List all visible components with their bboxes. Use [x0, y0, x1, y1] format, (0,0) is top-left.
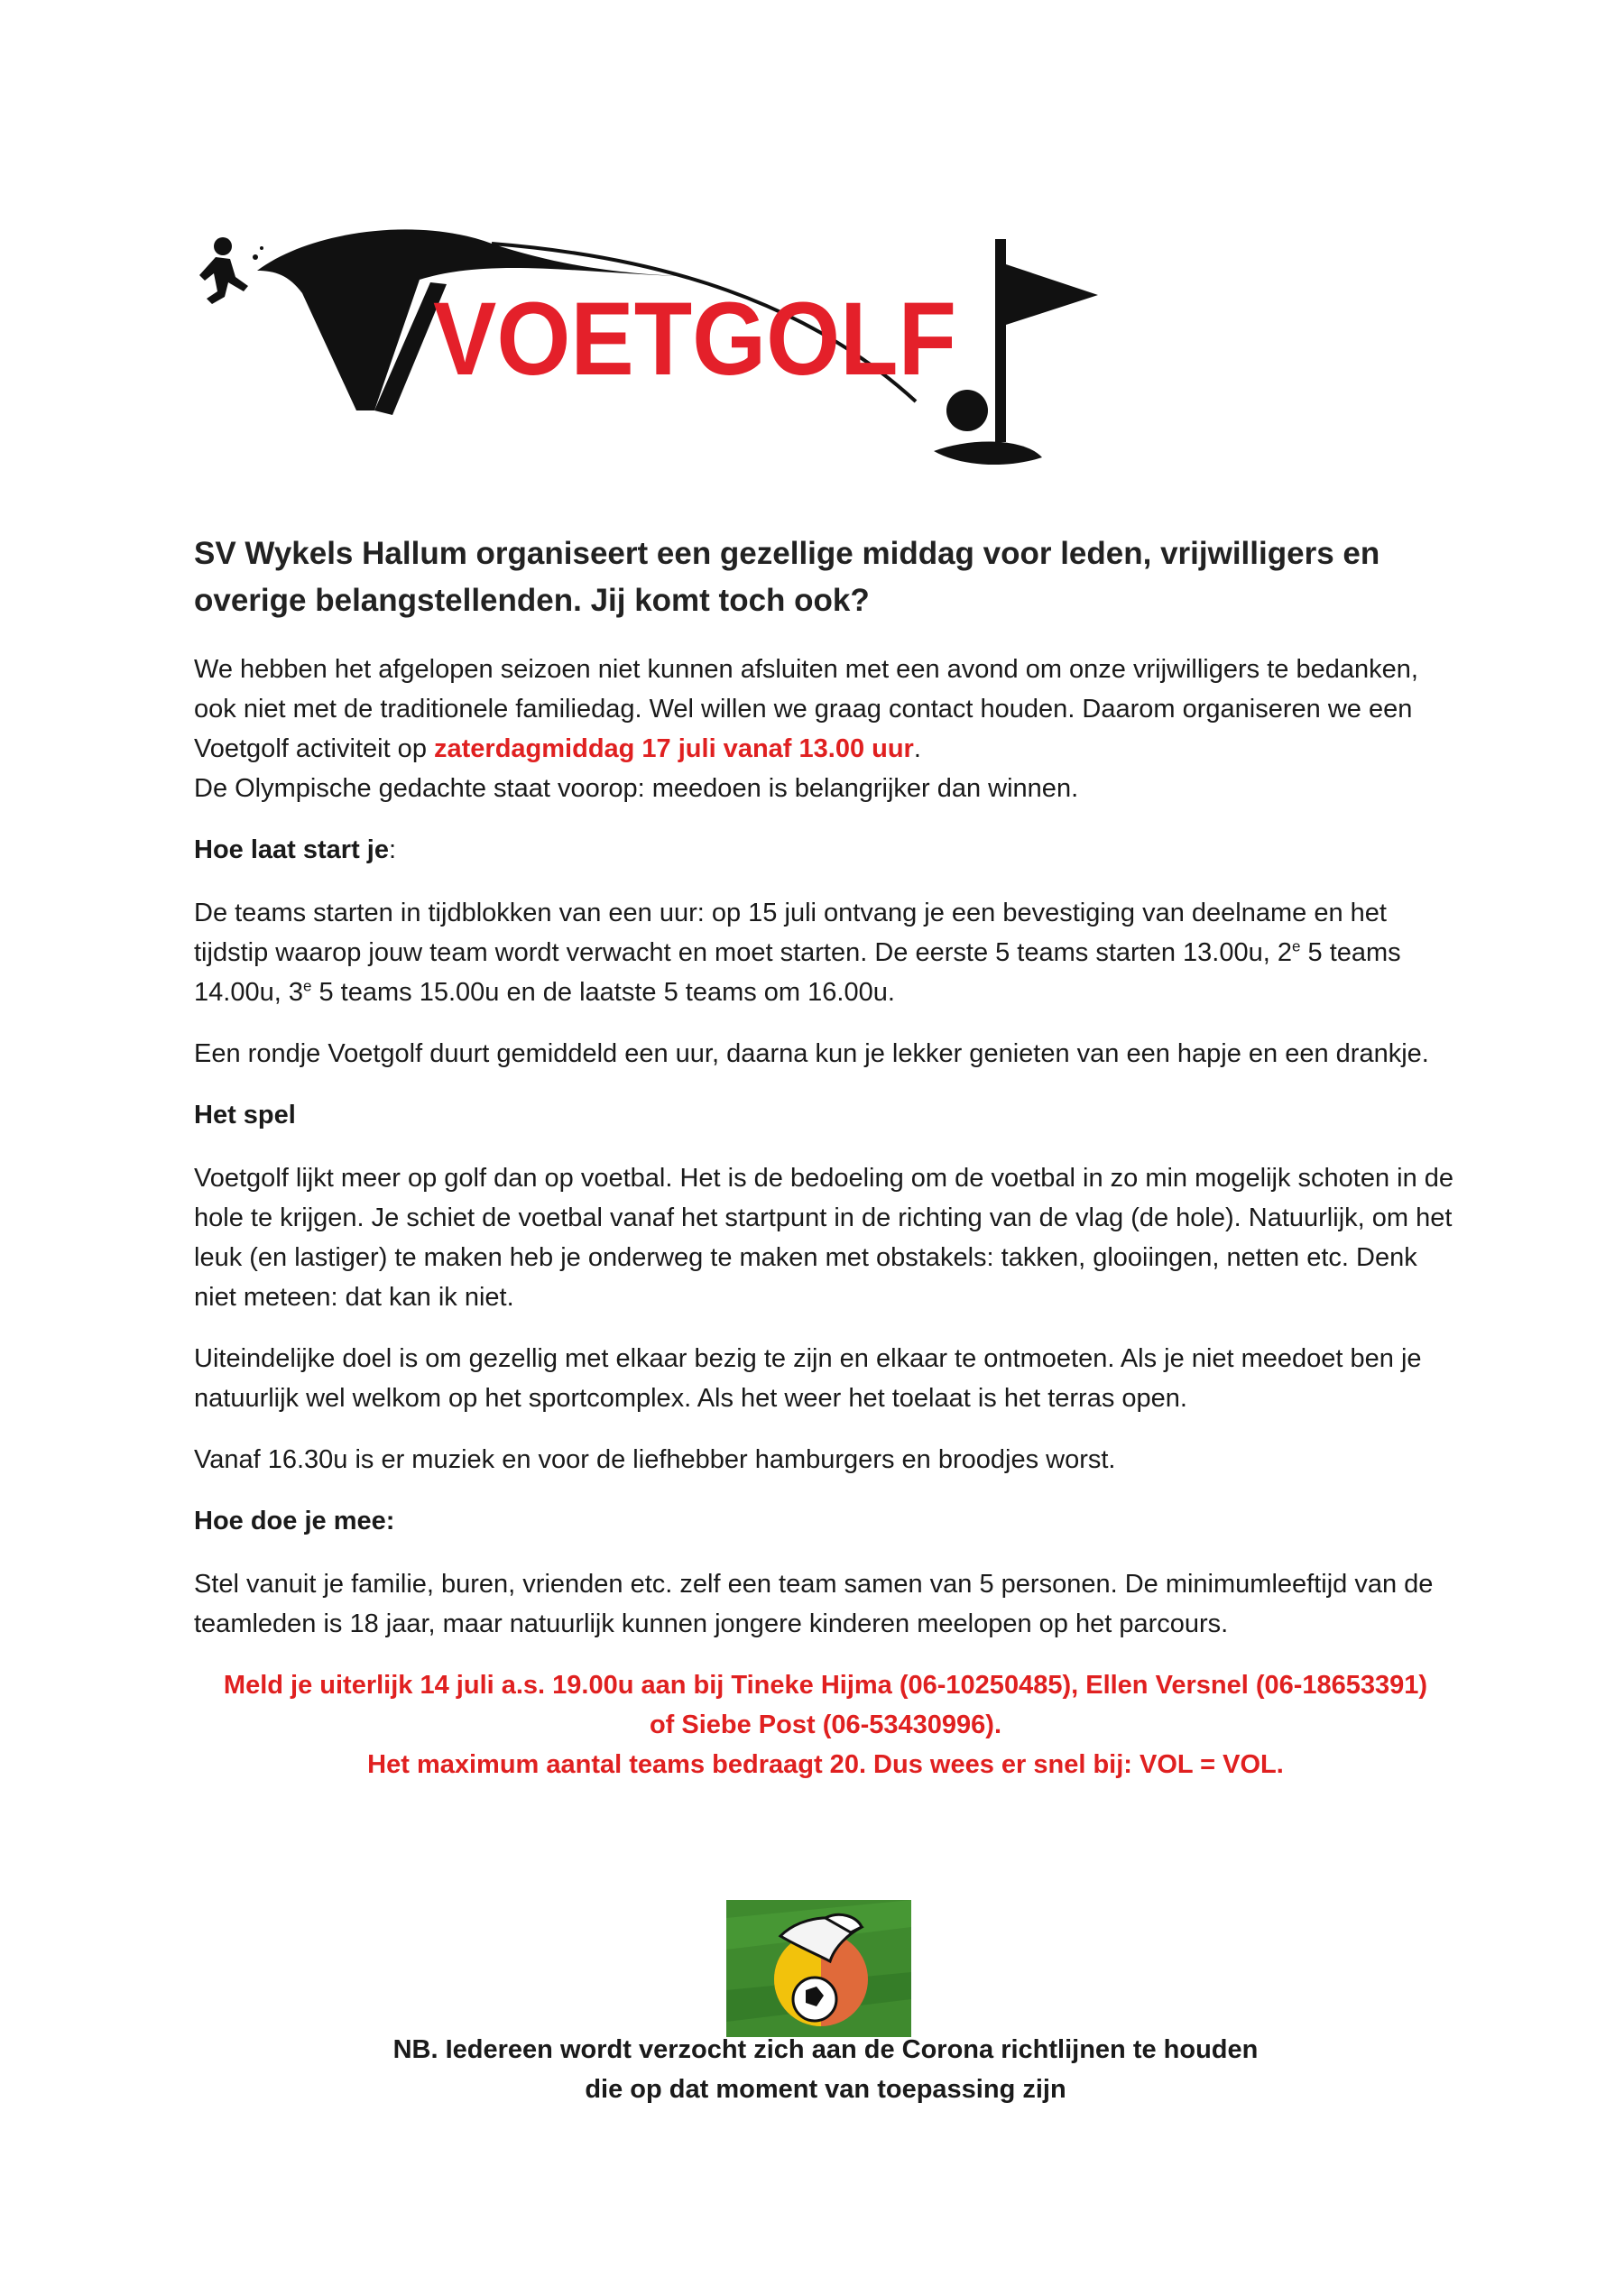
callout-line-2: of Siebe Post (06-53430996).: [649, 1710, 1002, 1739]
intro-paragraph: [194, 650, 1457, 808]
kicker-icon: [199, 237, 263, 304]
start-paragraph: [194, 893, 1457, 1012]
callout-line-1: Meld je uiterlijk 14 juli a.s. 19.00u aan bij Tineke Hijma (06-10250485), Ellen Versnel (06-18653391): [223, 1671, 1428, 1700]
join-heading: Hoe doe je mee:: [194, 1507, 395, 1535]
intro-period: .: [913, 734, 921, 763]
join-paragraph: Stel vanuit je familie, buren, vrienden etc. zelf een team samen van 5 personen. De minimumleeftijd van de teamleden is 18 jaar, maar natuurlijk kunnen jongere kinderen meelopen op het parcours.: [194, 1570, 1434, 1638]
intro-text: We hebben het afgelopen seizoen niet kunnen afsluiten met een avond om onze vrijwilligers te bedanken, ook niet met de traditionele familiedag. Wel willen we graag contact houden. Daarom organiseren we een Voetgolf activiteit op: [194, 655, 1418, 763]
start-heading: [194, 830, 1457, 870]
logo-wordmark: VOETGOLF: [433, 281, 956, 397]
corona-line-1: NB. Iedereen wordt verzocht zich aan de Corona richtlijnen te houden: [392, 2035, 1259, 2064]
start-text-c: 5 teams 15.00u en de laatste 5 teams om 16.00u.: [311, 978, 895, 1007]
corona-note: [194, 2030, 1457, 2109]
start-heading-colon: :: [388, 835, 397, 864]
duration-paragraph: Een rondje Voetgolf duurt gemiddeld een uur, daarna kun je lekker genieten van een hapje en een drankje.: [194, 1039, 1429, 1068]
document-body: [194, 530, 1457, 1784]
intro-heading: SV Wykels Hallum organiseert een gezellige middag voor leden, vrijwilligers en overige belangstellenden. Jij komt toch ook?: [194, 536, 1380, 618]
start-text-b: 5 teams 14.00u, 3: [194, 938, 1401, 1007]
sup-third: e: [302, 977, 312, 995]
callout-line-3: Het maximum aantal teams bedraagt 20. Dus wees er snel bij: VOL = VOL.: [367, 1750, 1284, 1779]
start-heading-text: Hoe laat start je: [194, 835, 389, 864]
game-paragraph-2: Uiteindelijke doel is om gezellig met elkaar bezig te zijn en elkaar te ontmoeten. Als je niet meedoet ben je natuurlijk wel welkom op het sportcomplex. Als het weer het toelaat is het terras open.: [194, 1344, 1422, 1413]
game-heading: Het spel: [194, 1101, 296, 1130]
voetgolf-logo: [194, 221, 1204, 496]
start-text-a: De teams starten in tijdblokken van een uur: op 15 juli ontvang je een bevestiging van deelname en het tijdstip waarop jouw team wordt verwacht en moet starten. De eerste 5 teams starten 13.00u, 2: [194, 899, 1387, 967]
club-eagle-football-icon: [726, 1900, 911, 2037]
corona-line-2: die op dat moment van toepassing zijn: [585, 2075, 1066, 2104]
event-date-highlight: zaterdagmiddag 17 juli vanaf 13.00 uur: [434, 734, 914, 763]
game-paragraph-1: Voetgolf lijkt meer op golf dan op voetbal. Het is de bedoeling om de voetbal in zo min mogelijk schoten in de hole te krijgen. Je schiet de voetbal vanaf het startpunt in de richting van de vlag (de hole). Natuurlijk, om het leuk (en lastiger) te maken heb je onderweg te maken met obstakels: takken, glooiingen, netten etc. Denk niet meteen: dat kan ik niet.: [194, 1164, 1454, 1312]
registration-callout: [194, 1665, 1457, 1784]
game-paragraph-3: Vanaf 16.30u is er muziek en voor de liefhebber hamburgers en broodjes worst.: [194, 1445, 1116, 1474]
olympic-line: De Olympische gedachte staat voorop: meedoen is belangrijker dan winnen.: [194, 774, 1079, 803]
sup-second: e: [1292, 937, 1301, 955]
flag-icon: [934, 239, 1098, 465]
